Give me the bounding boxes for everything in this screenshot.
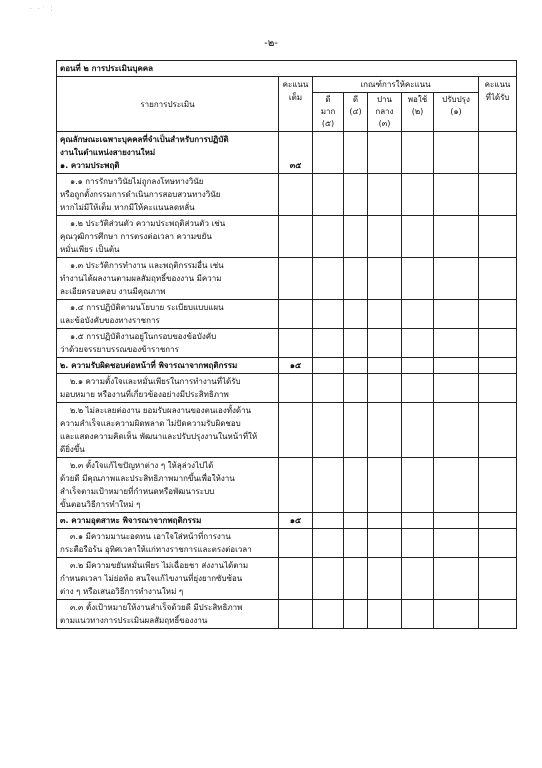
category-row (57, 132, 517, 174)
item-text (57, 403, 279, 458)
category-row (57, 513, 517, 529)
level-header-2 (402, 93, 434, 132)
item-line: และแสดงความคิดเห็น พัฒนาและปรับปรุงงานในหน้าที่ให้ (60, 432, 258, 441)
table-row (57, 374, 517, 403)
level-5-line: มาก (320, 107, 336, 116)
rating-cell[interactable] (313, 403, 344, 458)
table-row (57, 600, 517, 629)
rating-cell[interactable] (402, 358, 434, 374)
level-4-line: ดี (352, 95, 359, 104)
level-1-line: (๑) (450, 107, 462, 116)
received-score-cell[interactable] (479, 300, 517, 329)
received-score-cell[interactable] (479, 529, 517, 558)
table-row (57, 403, 517, 458)
received-score-cell[interactable] (479, 216, 517, 258)
level-4-line: (๔) (349, 107, 362, 116)
full-score-cell (279, 529, 313, 558)
item-line: ๓.๒ มีความขยันหมั่นเพียร ไม่เฉื่อยชา ส่งงานได้ตาม (70, 561, 249, 570)
rating-cell[interactable] (313, 600, 344, 629)
item-line: ๓.๑ มีความมานะอดทน เอาใจใส่หน้าที่การงาน (70, 532, 231, 541)
full-score-cell: ๑๕ (279, 513, 313, 529)
item-text (57, 458, 279, 513)
full-score-cell (279, 403, 313, 458)
rating-cell[interactable] (344, 216, 368, 258)
rating-cell[interactable] (434, 529, 479, 558)
rating-cell[interactable] (313, 174, 344, 216)
level-3-line: ปาน (376, 95, 393, 104)
rating-cell[interactable] (313, 513, 344, 529)
rating-cell[interactable] (368, 258, 402, 300)
rating-cell[interactable] (402, 529, 434, 558)
item-line: ๑.๔ การปฏิบัติตามนโยบาย ระเบียบแบบแผน (70, 303, 224, 312)
table-row (57, 458, 517, 513)
item-text (57, 174, 279, 216)
item-text (57, 258, 279, 300)
criteria-header: เกณฑ์การให้คะแนน (313, 77, 479, 93)
level-2-line: (๒) (411, 107, 424, 116)
rating-cell[interactable] (434, 558, 479, 600)
rating-cell[interactable] (434, 300, 479, 329)
full-score-cell (279, 558, 313, 600)
rating-cell[interactable] (368, 300, 402, 329)
item-text (57, 558, 279, 600)
rating-cell[interactable] (368, 558, 402, 600)
received-header (479, 77, 517, 132)
rating-cell[interactable] (434, 358, 479, 374)
rating-cell[interactable] (434, 258, 479, 300)
rating-cell[interactable] (368, 529, 402, 558)
rating-cell[interactable] (402, 403, 434, 458)
rating-cell[interactable] (368, 329, 402, 358)
rating-cell[interactable] (434, 174, 479, 216)
item-line: ๑.๑ การรักษาวินัยไม่ถูกลงโทษทางวินัย (70, 177, 204, 186)
section-title: ตอนที่ ๒ การประเมินบุคคล (57, 61, 517, 77)
category-row (57, 358, 517, 374)
rating-cell[interactable] (434, 513, 479, 529)
item-line: ๑. ความประพฤติ (60, 161, 120, 170)
received-score-cell[interactable] (479, 403, 517, 458)
rating-cell[interactable] (402, 458, 434, 513)
item-text (57, 358, 279, 374)
rating-cell[interactable] (344, 300, 368, 329)
level-header-1 (434, 93, 479, 132)
rating-cell[interactable] (313, 529, 344, 558)
item-line: หมั่นเพียร เป็นต้น (60, 245, 120, 254)
item-line: ๒.๑ ความตั้งใจและหมั่นเพียรในการทำงานที่ได้รับ (70, 377, 241, 386)
item-line: กำหนดเวลา ไม่ย่อท้อ สนใจแก้ไขงานที่ยุ่งยากซับซ้อน (60, 574, 243, 583)
header-row-1 (57, 77, 517, 93)
rating-cell[interactable] (313, 358, 344, 374)
item-line: ๑.๓ ประวัติการทำงาน และพฤติกรรมอื่น เช่น (70, 261, 224, 270)
item-line: ๓.๓ ตั้งเป้าหมายให้งานสำเร็จด้วยดี มีประสิทธิภาพ (70, 603, 243, 612)
rating-cell[interactable] (344, 132, 368, 174)
rating-cell[interactable] (344, 358, 368, 374)
rating-cell[interactable] (313, 132, 344, 174)
full-score-header-line: เต็ม (288, 93, 303, 102)
item-line: ด้วยดี มีคุณภาพและประสิทธิภาพมากขึ้นเพื่อให้งาน (60, 474, 235, 483)
full-score-cell (279, 258, 313, 300)
level-header-5 (313, 93, 344, 132)
rating-cell[interactable] (402, 558, 434, 600)
level-header-4 (344, 93, 368, 132)
item-text (57, 132, 279, 174)
item-line: ความสำเร็จและความผิดพลาด ไม่ปัดความรับผิดชอบ (60, 419, 241, 428)
rating-cell[interactable] (344, 403, 368, 458)
table-row (57, 558, 517, 600)
items-header: รายการประเมิน (57, 77, 279, 132)
rating-cell[interactable] (434, 458, 479, 513)
rating-cell[interactable] (344, 174, 368, 216)
item-line: ตามแนวทางการประเมินผลสัมฤทธิ์ของงาน (60, 616, 208, 625)
item-line: หากไม่มีให้เต็ม หากมีให้คะแนนลดหลั่น (60, 203, 195, 212)
table-row (57, 300, 517, 329)
received-score-cell[interactable] (479, 132, 517, 174)
rating-cell[interactable] (313, 329, 344, 358)
item-line: ๓. ความอุตสาหะ พิจารณาจากพฤติกรรม (60, 516, 202, 525)
received-score-cell[interactable] (479, 458, 517, 513)
received-score-cell[interactable] (479, 374, 517, 403)
rating-cell[interactable] (344, 513, 368, 529)
item-line: ๒.๒ ไม่ละเลยต่องาน ยอมรับผลงานของตนเองทั้งด้าน (70, 406, 252, 415)
rating-cell[interactable] (434, 374, 479, 403)
full-score-cell: ๓๕ (279, 132, 313, 174)
item-text (57, 513, 279, 529)
rating-cell[interactable] (402, 174, 434, 216)
table-row (57, 216, 517, 258)
item-line: ละเอียดรอบคอบ งานมีคุณภาพ (60, 287, 166, 296)
full-score-cell (279, 216, 313, 258)
rating-cell[interactable] (368, 600, 402, 629)
rating-cell[interactable] (402, 216, 434, 258)
rating-cell[interactable] (368, 458, 402, 513)
item-line: สำเร็จตามเป้าหมายที่กำหนดหรือพัฒนาระบบ (60, 487, 215, 496)
full-score-cell: ๑๕ (279, 358, 313, 374)
full-score-cell (279, 458, 313, 513)
item-line: ๒.๓ ตั้งใจแก้ไขปัญหาต่าง ๆ ให้ลุล่วงไปได้ (70, 461, 214, 470)
rating-cell[interactable] (434, 403, 479, 458)
item-line: ขั้นตอนวิธีการทำใหม่ ๆ (60, 500, 141, 509)
item-line: ทำงานได้ผลงานตามผลสัมฤทธิ์ของงาน มีความ (60, 274, 222, 283)
rating-cell[interactable] (313, 300, 344, 329)
rating-cell[interactable] (402, 329, 434, 358)
full-score-header-line: คะแนน (282, 80, 309, 89)
level-1-line: ปรับปรุง (442, 95, 470, 104)
item-line: งานในตำแหน่งสายงานใหม่ (60, 148, 156, 157)
corner-mark: · ·˙ ⁚ (30, 6, 55, 13)
rating-cell[interactable] (402, 374, 434, 403)
item-line: มอบหมาย หรืองานที่เกี่ยวข้องอย่างมีประสิทธิภาพ (60, 390, 229, 399)
item-text (57, 329, 279, 358)
received-score-cell[interactable] (479, 513, 517, 529)
rating-cell[interactable] (402, 300, 434, 329)
rating-cell[interactable] (344, 529, 368, 558)
rating-cell[interactable] (434, 132, 479, 174)
item-line: ๑.๒ ประวัติส่วนตัว ความประพฤติส่วนตัว เช่น (70, 219, 226, 228)
level-5-line: ดี (325, 95, 331, 104)
rating-cell[interactable] (368, 358, 402, 374)
item-line: ๒. ความรับผิดชอบต่อหน้าที่ พิจารณาจากพฤติกรรม (60, 361, 238, 370)
full-score-cell (279, 174, 313, 216)
rating-cell[interactable] (313, 216, 344, 258)
rating-cell[interactable] (344, 258, 368, 300)
rating-cell[interactable] (434, 216, 479, 258)
received-score-cell[interactable] (479, 358, 517, 374)
received-score-cell[interactable] (479, 329, 517, 358)
rating-cell[interactable] (434, 600, 479, 629)
rating-cell[interactable] (434, 329, 479, 358)
level-2-line: พอใช้ (407, 95, 428, 104)
level-3-line: กลาง (375, 107, 394, 116)
received-header-line: ที่ได้รับ (485, 93, 510, 102)
page-number: -๒- (264, 38, 278, 49)
received-score-cell[interactable] (479, 258, 517, 300)
rating-cell[interactable] (344, 329, 368, 358)
rating-cell[interactable] (344, 600, 368, 629)
item-line: กระตือรือร้น อุทิศเวลาให้แก่ทางราชการและตรงต่อเวลา (60, 545, 252, 554)
rating-cell[interactable] (313, 558, 344, 600)
level-3-line: (๓) (378, 119, 391, 128)
item-line: ต่าง ๆ หรือเสนอวิธีการทำงานใหม่ ๆ (60, 587, 184, 596)
rating-cell[interactable] (344, 374, 368, 403)
item-line: คุณวุฒิการศึกษา การตรงต่อเวลา ความขยัน (60, 232, 212, 241)
item-line: หรือถูกตั้งกรรมการดำเนินการสอบสวนทางวินัย (60, 190, 221, 199)
rating-cell[interactable] (313, 258, 344, 300)
rating-cell[interactable] (344, 558, 368, 600)
table-row (57, 329, 517, 358)
item-line: ว่าด้วยจรรยาบรรณของข้าราชการ (60, 345, 179, 354)
table-row (57, 174, 517, 216)
rating-cell[interactable] (344, 458, 368, 513)
rating-cell[interactable] (368, 403, 402, 458)
item-text (57, 300, 279, 329)
item-line: ๑.๕ การปฏิบัติงานอยู่ในกรอบของข้อบังคับ (70, 332, 217, 341)
section-title-row (57, 61, 517, 77)
rating-cell[interactable] (368, 174, 402, 216)
rating-cell[interactable] (313, 458, 344, 513)
received-score-cell[interactable] (479, 558, 517, 600)
rating-cell[interactable] (402, 600, 434, 629)
table-row (57, 258, 517, 300)
full-score-cell (279, 329, 313, 358)
rating-cell[interactable] (368, 132, 402, 174)
item-line: และข้อบังคับของทางราชการ (60, 316, 160, 325)
received-score-cell[interactable] (479, 600, 517, 629)
rating-cell[interactable] (368, 216, 402, 258)
rating-cell[interactable] (402, 258, 434, 300)
rating-cell[interactable] (368, 374, 402, 403)
rating-cell[interactable] (402, 132, 434, 174)
full-score-cell (279, 600, 313, 629)
received-header-line: คะแนน (484, 80, 511, 89)
item-text (57, 374, 279, 403)
full-score-cell (279, 300, 313, 329)
item-text (57, 600, 279, 629)
item-text (57, 216, 279, 258)
received-score-cell[interactable] (479, 174, 517, 216)
evaluation-table (56, 60, 517, 629)
rating-cell[interactable] (402, 513, 434, 529)
item-text (57, 529, 279, 558)
rating-cell[interactable] (313, 374, 344, 403)
rating-cell[interactable] (368, 513, 402, 529)
level-header-3 (368, 93, 402, 132)
full-score-header (279, 77, 313, 132)
level-5-line: (๕) (321, 119, 335, 128)
full-score-cell (279, 374, 313, 403)
item-line: ดียิ่งขึ้น (60, 445, 85, 454)
item-line: คุณลักษณะเฉพาะบุคคลที่จำเป็นสำหรับการปฏิบัติ (60, 135, 229, 144)
table-row (57, 529, 517, 558)
